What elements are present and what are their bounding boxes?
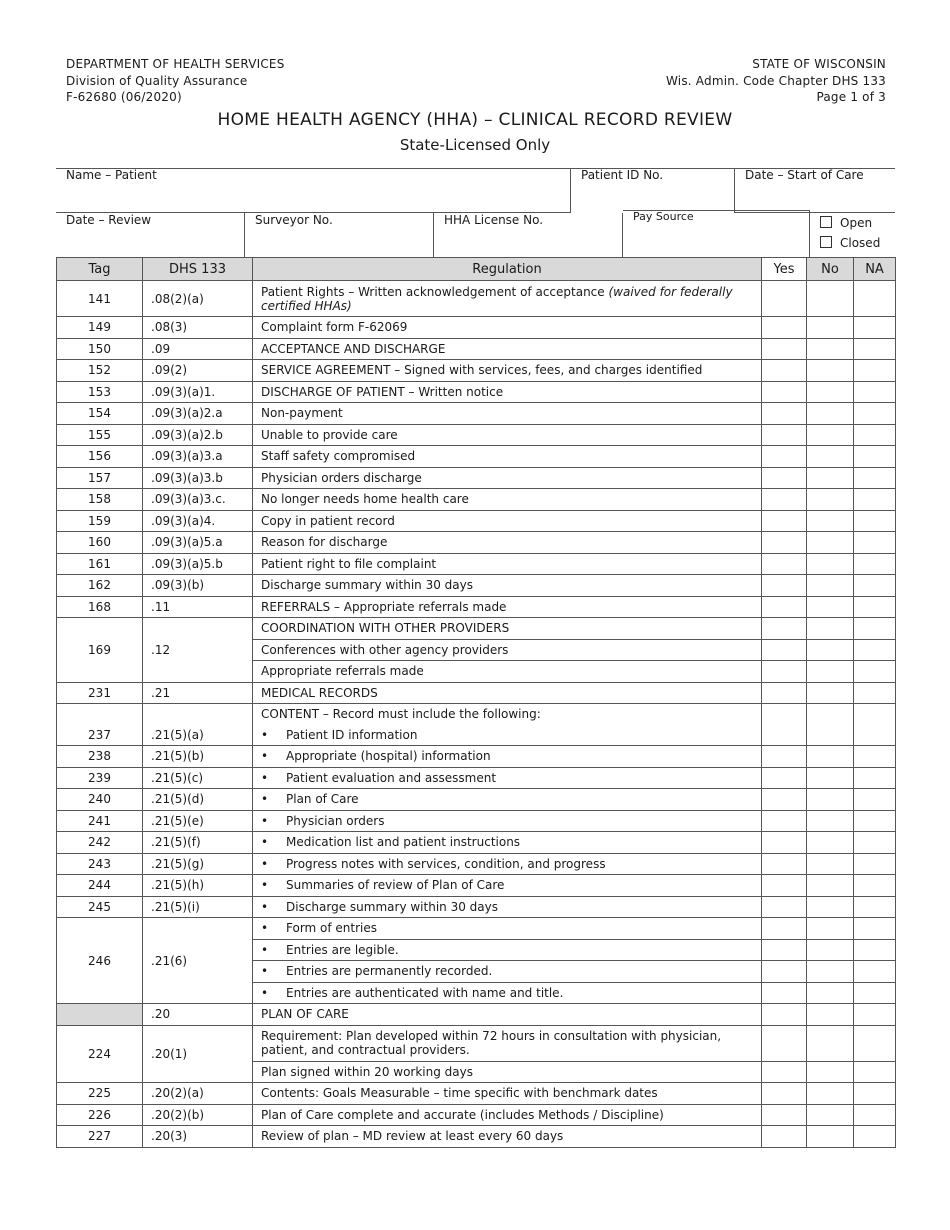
regulation-cell: Review of plan – MD review at least every 60 days bbox=[253, 1126, 762, 1148]
na-cell[interactable] bbox=[854, 489, 896, 511]
yes-cell[interactable] bbox=[762, 403, 807, 425]
tag-cell: 162 bbox=[57, 575, 143, 597]
na-cell[interactable] bbox=[854, 360, 896, 382]
regulation-cell: ACCEPTANCE AND DISCHARGE bbox=[253, 338, 762, 360]
tag-cell: 240 bbox=[57, 789, 143, 811]
na-cell[interactable] bbox=[854, 767, 896, 789]
tag-cell: 156 bbox=[57, 446, 143, 468]
yes-cell[interactable] bbox=[762, 1004, 807, 1026]
regulation-cell: Conferences with other agency providers bbox=[253, 639, 762, 661]
na-cell[interactable] bbox=[854, 1104, 896, 1126]
dhs-cell: .09(3)(b) bbox=[143, 575, 253, 597]
regulation-cell: • Progress notes with services, condition, and progress bbox=[253, 853, 762, 875]
closed-option[interactable] bbox=[820, 236, 880, 250]
dhs-cell: .11 bbox=[143, 596, 253, 618]
tag-cell: 224 bbox=[57, 1025, 143, 1083]
regulation-cell: • Entries are legible. bbox=[253, 939, 762, 961]
no-cell[interactable] bbox=[807, 939, 854, 961]
table-row bbox=[57, 317, 896, 339]
tag-cell: 159 bbox=[57, 510, 143, 532]
yes-cell[interactable] bbox=[762, 532, 807, 554]
tag-cell: 155 bbox=[57, 424, 143, 446]
no-cell[interactable] bbox=[807, 575, 854, 597]
name-patient-label: Name – Patient bbox=[66, 168, 157, 182]
tag-cell: 227 bbox=[57, 1126, 143, 1148]
dhs-cell: .21(5)(a) bbox=[143, 725, 253, 746]
regulation-cell: • Form of entries bbox=[253, 918, 762, 940]
patient-id-label: Patient ID No. bbox=[581, 168, 664, 182]
col-no: No bbox=[807, 258, 854, 281]
col-tag: Tag bbox=[57, 258, 143, 281]
no-cell[interactable] bbox=[807, 553, 854, 575]
hha-license-field[interactable] bbox=[434, 213, 623, 257]
tag-cell bbox=[57, 704, 143, 725]
na-cell[interactable] bbox=[854, 1061, 896, 1083]
na-cell[interactable] bbox=[854, 1004, 896, 1026]
na-cell[interactable] bbox=[854, 939, 896, 961]
na-cell[interactable] bbox=[854, 704, 896, 746]
page-number: Page 1 of 3 bbox=[816, 90, 886, 104]
dhs-cell: .21(6) bbox=[143, 918, 253, 1004]
dhs-cell bbox=[143, 704, 253, 725]
no-cell[interactable] bbox=[807, 896, 854, 918]
table-row bbox=[57, 532, 896, 554]
dhs-cell: .12 bbox=[143, 618, 253, 683]
tag-cell: 150 bbox=[57, 338, 143, 360]
no-cell[interactable] bbox=[807, 767, 854, 789]
regulation-cell: Reason for discharge bbox=[253, 532, 762, 554]
regulation-cell: • Physician orders bbox=[253, 810, 762, 832]
regulation-cell: • Summaries of review of Plan of Care bbox=[253, 875, 762, 897]
department-name: DEPARTMENT OF HEALTH SERVICES bbox=[66, 57, 285, 71]
regulation-cell: • Entries are permanently recorded. bbox=[253, 961, 762, 983]
yes-cell[interactable] bbox=[762, 381, 807, 403]
no-cell[interactable] bbox=[807, 661, 854, 683]
dhs-cell: .20 bbox=[143, 1004, 253, 1026]
form-subtitle: State-Licensed Only bbox=[399, 136, 551, 154]
start-of-care-label: Date – Start of Care bbox=[745, 168, 864, 182]
no-cell[interactable] bbox=[807, 961, 854, 983]
tag-cell: 154 bbox=[57, 403, 143, 425]
form-title: HOME HEALTH AGENCY (HHA) – CLINICAL RECORD REVIEW bbox=[217, 110, 733, 130]
dhs-cell: .08(3) bbox=[143, 317, 253, 339]
table-row bbox=[57, 810, 896, 832]
no-cell[interactable] bbox=[807, 832, 854, 854]
yes-cell[interactable] bbox=[762, 1083, 807, 1105]
form-number: F-62680 (06/2020) bbox=[66, 90, 182, 104]
regulation-cell: Discharge summary within 30 days bbox=[253, 575, 762, 597]
table-row bbox=[57, 381, 896, 403]
tag-cell: 245 bbox=[57, 896, 143, 918]
division-name: Division of Quality Assurance bbox=[66, 73, 248, 88]
na-cell[interactable] bbox=[854, 810, 896, 832]
regulation-table bbox=[56, 257, 896, 1148]
tag-cell: 246 bbox=[57, 918, 143, 1004]
tag-cell: 241 bbox=[57, 810, 143, 832]
dhs-cell: .09(3)(a)4. bbox=[143, 510, 253, 532]
no-cell[interactable] bbox=[807, 596, 854, 618]
na-cell[interactable] bbox=[854, 661, 896, 683]
tag-cell: 237 bbox=[57, 725, 143, 746]
yes-cell[interactable] bbox=[762, 1025, 807, 1061]
regulation-cell: • Patient evaluation and assessment bbox=[253, 767, 762, 789]
admin-code: Wis. Admin. Code Chapter DHS 133 bbox=[665, 73, 886, 88]
no-cell[interactable] bbox=[807, 1061, 854, 1083]
regulation-cell: Complaint form F-62069 bbox=[253, 317, 762, 339]
regulation-cell: Unable to provide care bbox=[253, 424, 762, 446]
table-row bbox=[57, 575, 896, 597]
no-cell[interactable] bbox=[807, 467, 854, 489]
tag-cell: 158 bbox=[57, 489, 143, 511]
date-review-label: Date – Review bbox=[66, 213, 152, 227]
no-cell[interactable] bbox=[807, 510, 854, 532]
table-row bbox=[57, 1004, 896, 1026]
tag-cell: 160 bbox=[57, 532, 143, 554]
dhs-cell: .20(2)(b) bbox=[143, 1104, 253, 1126]
pay-source-field[interactable] bbox=[623, 210, 810, 257]
yes-cell[interactable] bbox=[762, 853, 807, 875]
no-cell[interactable] bbox=[807, 810, 854, 832]
yes-cell[interactable] bbox=[762, 1061, 807, 1083]
col-dhs: DHS 133 bbox=[143, 258, 253, 281]
regulation-cell: REFERRALS – Appropriate referrals made bbox=[253, 596, 762, 618]
open-checkbox[interactable] bbox=[820, 216, 832, 228]
no-cell[interactable] bbox=[807, 875, 854, 897]
na-cell[interactable] bbox=[854, 639, 896, 661]
tag-cell: 242 bbox=[57, 832, 143, 854]
regulation-cell: • Appropriate (hospital) information bbox=[253, 746, 762, 768]
yes-cell[interactable] bbox=[762, 553, 807, 575]
yes-cell[interactable] bbox=[762, 704, 807, 746]
no-cell[interactable] bbox=[807, 1104, 854, 1126]
regulation-cell: PLAN OF CARE bbox=[253, 1004, 762, 1026]
dhs-cell: .21(5)(h) bbox=[143, 875, 253, 897]
table-row bbox=[57, 789, 896, 811]
table-row bbox=[57, 682, 896, 704]
tag-cell: 152 bbox=[57, 360, 143, 382]
tag-cell: 149 bbox=[57, 317, 143, 339]
na-cell[interactable] bbox=[854, 1126, 896, 1148]
table-row bbox=[57, 403, 896, 425]
table-row bbox=[57, 1104, 896, 1126]
dhs-cell: .09(3)(a)1. bbox=[143, 381, 253, 403]
open-label: Open bbox=[840, 216, 873, 230]
no-cell[interactable] bbox=[807, 1004, 854, 1026]
yes-cell[interactable] bbox=[762, 618, 807, 640]
yes-cell[interactable] bbox=[762, 575, 807, 597]
table-row bbox=[57, 875, 896, 897]
no-cell[interactable] bbox=[807, 918, 854, 940]
regulation-cell: Appropriate referrals made bbox=[253, 661, 762, 683]
yes-cell[interactable] bbox=[762, 489, 807, 511]
tag-cell: 244 bbox=[57, 875, 143, 897]
regulation-cell: • Plan of Care bbox=[253, 789, 762, 811]
table-row bbox=[57, 338, 896, 360]
table-row bbox=[57, 1025, 896, 1061]
tag-cell: 169 bbox=[57, 618, 143, 683]
na-cell[interactable] bbox=[854, 1025, 896, 1061]
dhs-cell: .21(5)(e) bbox=[143, 810, 253, 832]
na-cell[interactable] bbox=[854, 381, 896, 403]
no-cell[interactable] bbox=[807, 618, 854, 640]
dhs-cell: .09(3)(a)5.a bbox=[143, 532, 253, 554]
dhs-cell: .21(5)(g) bbox=[143, 853, 253, 875]
regulation-cell: COORDINATION WITH OTHER PROVIDERS bbox=[253, 618, 762, 640]
yes-cell[interactable] bbox=[762, 424, 807, 446]
na-cell[interactable] bbox=[854, 532, 896, 554]
na-cell[interactable] bbox=[854, 853, 896, 875]
yes-cell[interactable] bbox=[762, 639, 807, 661]
yes-cell[interactable] bbox=[762, 896, 807, 918]
tag-cell: 225 bbox=[57, 1083, 143, 1105]
table-row bbox=[57, 596, 896, 618]
no-cell[interactable] bbox=[807, 704, 854, 746]
yes-cell[interactable] bbox=[762, 682, 807, 704]
yes-cell[interactable] bbox=[762, 281, 807, 317]
dhs-cell: .09(3)(a)3.b bbox=[143, 467, 253, 489]
closed-label: Closed bbox=[840, 236, 881, 250]
no-cell[interactable] bbox=[807, 489, 854, 511]
tag-cell: 226 bbox=[57, 1104, 143, 1126]
no-cell[interactable] bbox=[807, 381, 854, 403]
dhs-cell: .21 bbox=[143, 682, 253, 704]
dhs-cell: .09(3)(a)2.a bbox=[143, 403, 253, 425]
status-options bbox=[810, 213, 895, 257]
yes-cell[interactable] bbox=[762, 510, 807, 532]
no-cell[interactable] bbox=[807, 317, 854, 339]
yes-cell[interactable] bbox=[762, 746, 807, 768]
no-cell[interactable] bbox=[807, 1025, 854, 1061]
dhs-cell: .20(2)(a) bbox=[143, 1083, 253, 1105]
no-cell[interactable] bbox=[807, 982, 854, 1004]
table-row bbox=[57, 360, 896, 382]
table-row bbox=[57, 553, 896, 575]
na-cell[interactable] bbox=[854, 403, 896, 425]
no-cell[interactable] bbox=[807, 424, 854, 446]
col-regulation: Regulation bbox=[253, 258, 762, 281]
yes-cell[interactable] bbox=[762, 832, 807, 854]
regulation-cell: Plan of Care complete and accurate (includes Methods / Discipline) bbox=[253, 1104, 762, 1126]
patient-info-fields bbox=[56, 168, 895, 257]
dhs-cell: .20(3) bbox=[143, 1126, 253, 1148]
tag-cell: 231 bbox=[57, 682, 143, 704]
header-right bbox=[666, 56, 886, 106]
dhs-cell: .09(3)(a)5.b bbox=[143, 553, 253, 575]
tag-cell: 243 bbox=[57, 853, 143, 875]
regulation-cell bbox=[253, 281, 762, 317]
na-cell[interactable] bbox=[854, 510, 896, 532]
na-cell[interactable] bbox=[854, 338, 896, 360]
yes-cell[interactable] bbox=[762, 939, 807, 961]
dhs-cell: .09(3)(a)2.b bbox=[143, 424, 253, 446]
table-row bbox=[57, 281, 896, 317]
no-cell[interactable] bbox=[807, 853, 854, 875]
dhs-cell: .21(5)(b) bbox=[143, 746, 253, 768]
yes-cell[interactable] bbox=[762, 982, 807, 1004]
dhs-cell: .08(2)(a) bbox=[143, 281, 253, 317]
no-cell[interactable] bbox=[807, 532, 854, 554]
table-row bbox=[57, 467, 896, 489]
surveyor-no-label: Surveyor No. bbox=[255, 213, 333, 227]
regulation-cell: CONTENT – Record must include the following: bbox=[253, 704, 762, 725]
na-cell[interactable] bbox=[854, 1083, 896, 1105]
yes-cell[interactable] bbox=[762, 789, 807, 811]
na-cell[interactable] bbox=[854, 281, 896, 317]
na-cell[interactable] bbox=[854, 875, 896, 897]
na-cell[interactable] bbox=[854, 746, 896, 768]
pay-source-label: Pay Source bbox=[633, 210, 694, 223]
regulation-cell: Requirement: Plan developed within 72 hours in consultation with physician, patient, and contractual providers. bbox=[253, 1025, 762, 1061]
table-row bbox=[57, 510, 896, 532]
na-cell[interactable] bbox=[854, 961, 896, 983]
table-row bbox=[57, 489, 896, 511]
regulation-cell: • Patient ID information bbox=[253, 725, 762, 746]
yes-cell[interactable] bbox=[762, 467, 807, 489]
table-row bbox=[57, 896, 896, 918]
tag-cell: 238 bbox=[57, 746, 143, 768]
yes-cell[interactable] bbox=[762, 918, 807, 940]
yes-cell[interactable] bbox=[762, 596, 807, 618]
regulation-cell: • Medication list and patient instructions bbox=[253, 832, 762, 854]
regulation-cell: No longer needs home health care bbox=[253, 489, 762, 511]
yes-cell[interactable] bbox=[762, 338, 807, 360]
tag-cell: 239 bbox=[57, 767, 143, 789]
name-patient-field[interactable] bbox=[56, 168, 570, 213]
col-yes: Yes bbox=[762, 258, 807, 281]
regulation-cell: Contents: Goals Measurable – time specific with benchmark dates bbox=[253, 1083, 762, 1105]
open-option[interactable] bbox=[820, 216, 872, 230]
tag-cell: 141 bbox=[57, 281, 143, 317]
col-na: NA bbox=[854, 258, 896, 281]
no-cell[interactable] bbox=[807, 682, 854, 704]
table-row bbox=[57, 446, 896, 468]
regulation-cell: Patient right to file complaint bbox=[253, 553, 762, 575]
no-cell[interactable] bbox=[807, 746, 854, 768]
tag-cell: 161 bbox=[57, 553, 143, 575]
na-cell[interactable] bbox=[854, 575, 896, 597]
surveyor-no-field[interactable] bbox=[245, 213, 434, 257]
patient-id-field[interactable] bbox=[570, 168, 735, 213]
regulation-cell: SERVICE AGREEMENT – Signed with services, fees, and charges identified bbox=[253, 360, 762, 382]
dhs-cell: .21(5)(c) bbox=[143, 767, 253, 789]
yes-cell[interactable] bbox=[762, 446, 807, 468]
no-cell[interactable] bbox=[807, 789, 854, 811]
header-left bbox=[66, 56, 285, 106]
table-row bbox=[57, 424, 896, 446]
dhs-cell: .20(1) bbox=[143, 1025, 253, 1083]
regulation-cell: Physician orders discharge bbox=[253, 467, 762, 489]
date-review-field[interactable] bbox=[56, 213, 245, 257]
na-cell[interactable] bbox=[854, 789, 896, 811]
table-row bbox=[57, 618, 896, 640]
dhs-cell: .21(5)(d) bbox=[143, 789, 253, 811]
na-cell[interactable] bbox=[854, 918, 896, 940]
na-cell[interactable] bbox=[854, 618, 896, 640]
table-header bbox=[57, 258, 896, 281]
yes-cell[interactable] bbox=[762, 360, 807, 382]
table-row bbox=[57, 704, 896, 725]
yes-cell[interactable] bbox=[762, 875, 807, 897]
tag-cell bbox=[57, 1004, 143, 1026]
dhs-cell: .21(5)(f) bbox=[143, 832, 253, 854]
regulation-note: (waived for federally certified HHAs) bbox=[261, 284, 733, 313]
regulation-cell: Non-payment bbox=[253, 403, 762, 425]
na-cell[interactable] bbox=[854, 424, 896, 446]
dhs-cell: .09(2) bbox=[143, 360, 253, 382]
no-cell[interactable] bbox=[807, 1126, 854, 1148]
no-cell[interactable] bbox=[807, 639, 854, 661]
no-cell[interactable] bbox=[807, 1083, 854, 1105]
na-cell[interactable] bbox=[854, 467, 896, 489]
yes-cell[interactable] bbox=[762, 661, 807, 683]
dhs-cell: .09(3)(a)3.c. bbox=[143, 489, 253, 511]
na-cell[interactable] bbox=[854, 982, 896, 1004]
table-row bbox=[57, 1083, 896, 1105]
na-cell[interactable] bbox=[854, 682, 896, 704]
table-row bbox=[57, 1126, 896, 1148]
regulation-cell: • Discharge summary within 30 days bbox=[253, 896, 762, 918]
na-cell[interactable] bbox=[854, 596, 896, 618]
table-row bbox=[57, 832, 896, 854]
tag-cell: 168 bbox=[57, 596, 143, 618]
yes-cell[interactable] bbox=[762, 767, 807, 789]
yes-cell[interactable] bbox=[762, 1126, 807, 1148]
no-cell[interactable] bbox=[807, 446, 854, 468]
hha-license-label: HHA License No. bbox=[444, 213, 544, 227]
yes-cell[interactable] bbox=[762, 810, 807, 832]
no-cell[interactable] bbox=[807, 338, 854, 360]
yes-cell[interactable] bbox=[762, 961, 807, 983]
tag-cell: 153 bbox=[57, 381, 143, 403]
closed-checkbox[interactable] bbox=[820, 236, 832, 248]
regulation-cell: Plan signed within 20 working days bbox=[253, 1061, 762, 1083]
regulation-cell: • Entries are authenticated with name and title. bbox=[253, 982, 762, 1004]
regulation-cell: MEDICAL RECORDS bbox=[253, 682, 762, 704]
na-cell[interactable] bbox=[854, 317, 896, 339]
table-row bbox=[57, 746, 896, 768]
na-cell[interactable] bbox=[854, 832, 896, 854]
dhs-cell: .09(3)(a)3.a bbox=[143, 446, 253, 468]
state-name: STATE OF WISCONSIN bbox=[752, 57, 886, 71]
regulation-text: Patient Rights – Written acknowledgement of acceptance bbox=[261, 284, 609, 299]
regulation-cell: Copy in patient record bbox=[253, 510, 762, 532]
table-row bbox=[57, 918, 896, 940]
yes-cell[interactable] bbox=[762, 1104, 807, 1126]
tag-cell: 157 bbox=[57, 467, 143, 489]
yes-cell[interactable] bbox=[762, 317, 807, 339]
na-cell[interactable] bbox=[854, 896, 896, 918]
no-cell[interactable] bbox=[807, 360, 854, 382]
table-row bbox=[57, 853, 896, 875]
no-cell[interactable] bbox=[807, 281, 854, 317]
start-of-care-field[interactable] bbox=[735, 168, 895, 213]
dhs-cell: .21(5)(i) bbox=[143, 896, 253, 918]
regulation-cell: DISCHARGE OF PATIENT – Written notice bbox=[253, 381, 762, 403]
dhs-cell: .09 bbox=[143, 338, 253, 360]
na-cell[interactable] bbox=[854, 553, 896, 575]
na-cell[interactable] bbox=[854, 446, 896, 468]
regulation-cell: Staff safety compromised bbox=[253, 446, 762, 468]
no-cell[interactable] bbox=[807, 403, 854, 425]
table-row bbox=[57, 767, 896, 789]
